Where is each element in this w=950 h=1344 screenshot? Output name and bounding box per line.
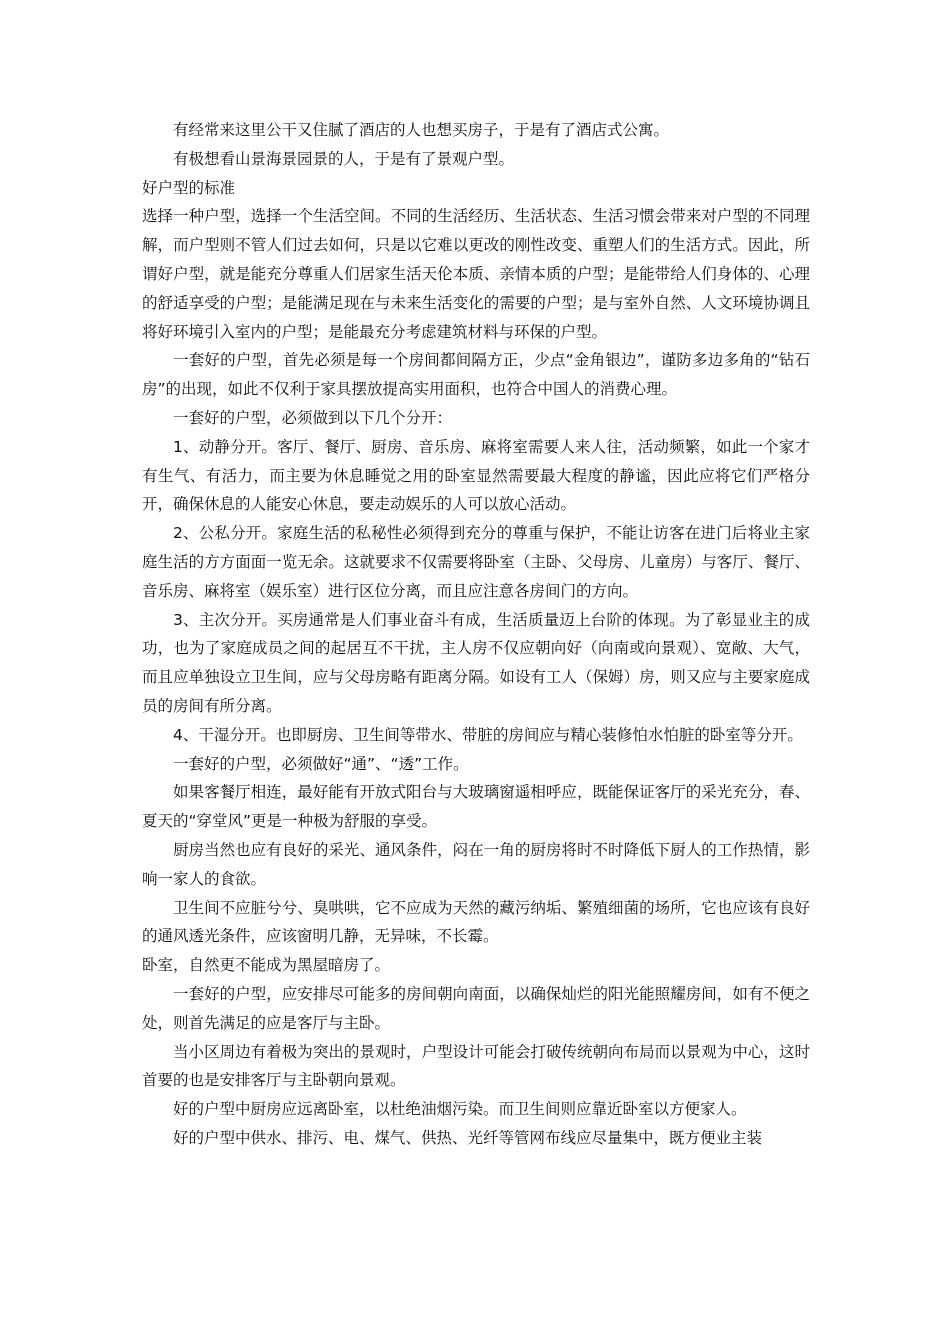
paragraph: 有经常来这里公干又住腻了酒店的人也想买房子，于是有了酒店式公寓。 <box>173 121 670 139</box>
list-item: 2、公私分开。家庭生活的私秘性必须得到充分的尊重与保护，不能让访客在进门后将业主家庭生活的方方面面一览无余。这就要求不仅需要将卧室（主卧、父母房、儿童房）与客厅、餐厅、音乐房、麻将室（娱乐室）进行区位分离，而且应注意各房间门的方向。 <box>142 524 810 600</box>
paragraph: 厨房当然也应有良好的采光、通风条件，闷在一角的厨房将时不时降低下厨人的工作热情，影响一家人的食欲。 <box>142 840 810 888</box>
paragraph: 如果客餐厅相连，最好能有开放式阳台与大玻璃窗遥相呼应，既能保证客厅的采光充分，春、夏天的“穿堂风”更是一种极为舒服的享受。 <box>142 783 810 831</box>
document-body <box>142 116 810 1153</box>
paragraph: 好的户型中供水、排污、电、煤气、供热、光纤等管网布线应尽量集中，既方便业主装 <box>173 1128 763 1147</box>
list-item: 3、主次分开。买房通常是人们事业奋斗有成，生活质量迈上台阶的体现。为了彰显业主的成功，也为了家庭成员之间的起居互不干扰，主人房不仅应朝向好（向南或向景观）、宽敞、大气，而且应单独设立卫生间，应与父母房略有距离分隔。如设有工人（保姆）房，则又应与主要家庭成员的房间有所分离。 <box>142 610 810 715</box>
paragraph: 有极想看山景海景园景的人，于是有了景观户型。 <box>173 149 515 168</box>
paragraph: 一套好的户型，必须做好“通”、“透”工作。 <box>173 754 469 773</box>
paragraph: 一套好的户型，必须做到以下几个分开： <box>173 408 453 427</box>
list-item: 4、干湿分开。也即厨房、卫生间等带水、带脏的房间应与精心装修怕水怕脏的卧室等分开。 <box>173 725 803 744</box>
paragraph: 选择一种户型，选择一个生活空间。不同的生活经历、生活状态、生活习惯会带来对户型的不同理解，而户型则不管人们过去如何，只是以它难以更改的刚性改变、重塑人们的生活方式。因此，所谓好户型，就是能充分尊重人们居家生活天伦本质、亲情本质的户型；是能带给人们身体的、心理的舒适享受的户型；是能满足现在与未来生活变化的需要的户型；是与室外自然、人文环境协调且将好环境引入室内的户型；是能最充分考虑建筑材料与环保的户型。 <box>142 207 810 341</box>
paragraph: 卧室，自然更不能成为黑屋暗房了。 <box>142 956 391 975</box>
paragraph: 一套好的户型，应安排尽可能多的房间朝向南面，以确保灿烂的阳光能照耀房间，如有不便之处，则首先满足的应是客厅与主卧。 <box>142 984 810 1032</box>
section-heading: 好户型的标准 <box>142 178 236 197</box>
paragraph: 当小区周边有着极为突出的景观时，户型设计可能会打破传统朝向布局而以景观为中心，这时首要的也是安排客厅与主卧朝向景观。 <box>142 1042 810 1090</box>
paragraph: 好的户型中厨房应远离卧室，以杜绝油烟污染。而卫生间则应靠近卧室以方便家人。 <box>173 1100 747 1119</box>
list-item: 1、动静分开。客厅、餐厅、厨房、音乐房、麻将室需要人来人往，活动频繁，如此一个家才有生气、有活力，而主要为休息睡觉之用的卧室显然需要最大程度的静谧，因此应将它们严格分开，确保休息的人能安心休息，要走动娱乐的人可以放心活动。 <box>142 437 810 514</box>
paragraph: 一套好的户型，首先必须是每一个房间都间隔方正，少点“金角银边”，谨防多边多角的“钻石房”的出现，如此不仅利于家具摆放提高实用面积，也符合中国人的消费心理。 <box>142 351 810 399</box>
paragraph: 卫生间不应脏兮兮、臭哄哄，它不应成为天然的藏污纳垢、繁殖细菌的场所，它也应该有良好的通风透光条件，应该窗明几静，无异味，不长霉。 <box>142 898 810 946</box>
